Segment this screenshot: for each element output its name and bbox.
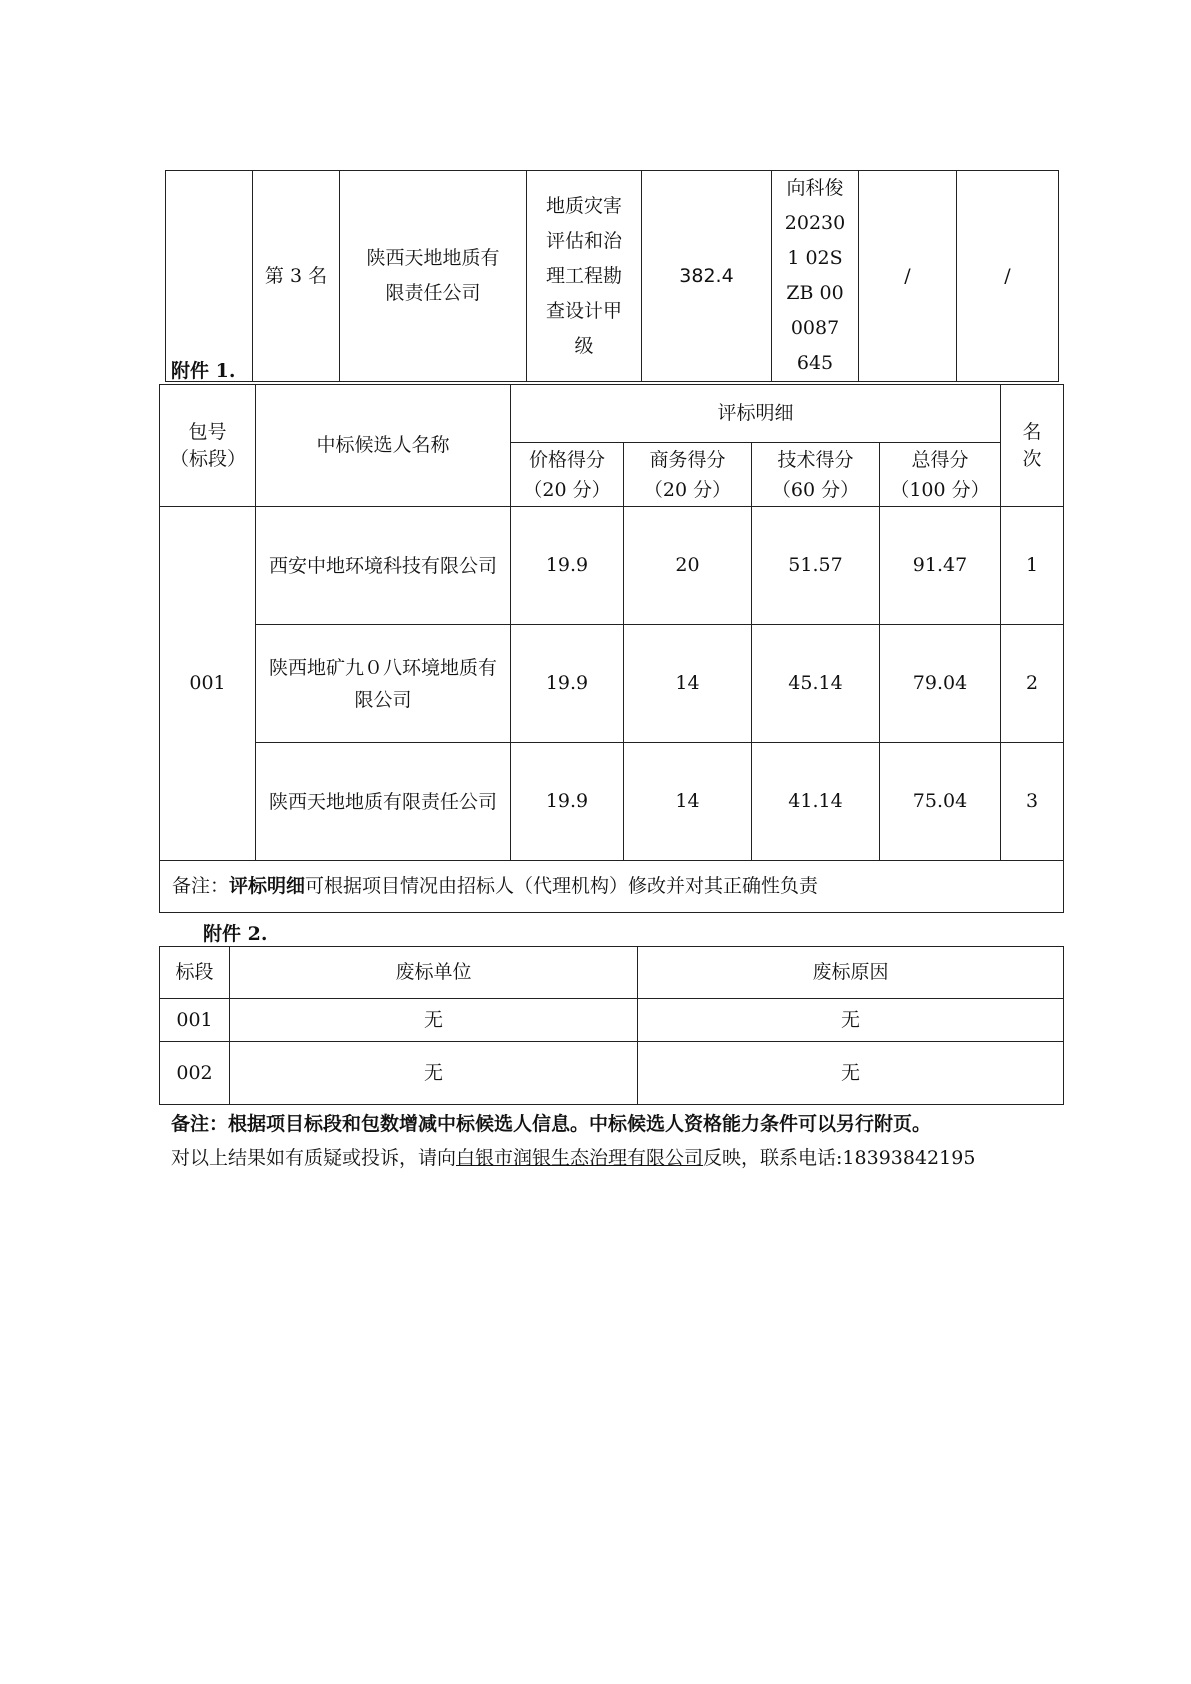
package-header: 包号（标段） [160,385,256,507]
contact-line: 对以上结果如有质疑或投诉，请向白银市润银生态治理有限公司反映，联系电话:18393842195 [171,1147,976,1169]
unit-cell: 无 [230,1042,638,1105]
rank-value: 2 [1001,625,1064,743]
price-score: 19.9 [511,743,624,861]
price-score-header: 价格得分（20 分） [511,443,624,507]
unit-header: 废标单位 [230,947,638,999]
section-cell: 002 [160,1042,230,1105]
table-row [160,1042,1064,1105]
total-score-header: 总得分（100 分） [880,443,1001,507]
price-score: 19.9 [511,507,624,625]
candidate-name: 陕西地矿九０八环境地质有限公司 [256,625,511,743]
total-score: 75.04 [880,743,1001,861]
table-row [160,507,1064,625]
candidate-name: 陕西天地地质有限责任公司 [256,743,511,861]
table-row [160,743,1064,861]
rank-cell: 第 3 名 [253,171,340,382]
reason-cell: 无 [638,1042,1064,1105]
rank-value: 3 [1001,743,1064,861]
detail-header: 评标明细 [511,385,1001,443]
rank-value: 1 [1001,507,1064,625]
contact-company: 白银市润银生态治理有限公司 [456,1147,704,1169]
evaluation-table [159,384,1064,913]
tech-score: 41.14 [752,743,880,861]
reason-header: 废标原因 [638,947,1064,999]
candidate-name: 西安中地环境科技有限公司 [256,507,511,625]
price-score: 19.9 [511,625,624,743]
section-cell: 001 [160,999,230,1042]
package-cell: 001 [160,507,256,861]
business-score: 14 [624,625,752,743]
footer-note: 备注：根据项目标段和包数增减中标候选人信息。中标候选人资格能力条件可以另行附页。 [171,1113,932,1135]
evaluation-note: 备注：评标明细可根据项目情况由招标人（代理机构）修改并对其正确性负责 [160,861,1064,913]
continuation-table [165,170,1059,382]
table-row [160,999,1064,1042]
table-row [160,625,1064,743]
empty-cell [166,171,253,382]
unit-cell: 无 [230,999,638,1042]
attachment-1-label: 附件 1. [171,360,236,382]
slash-cell: / [957,171,1059,382]
rank-header: 名次 [1001,385,1064,507]
section-header: 标段 [160,947,230,999]
business-score-header: 商务得分（20 分） [624,443,752,507]
person-cell: 向科俊 202301 02SZB 000087 645 [772,171,859,382]
total-score: 91.47 [880,507,1001,625]
qualification-cell: 地质灾害评估和治理工程勘查设计甲级 [527,171,642,382]
tech-score: 51.57 [752,507,880,625]
candidate-header: 中标候选人名称 [256,385,511,507]
disqualification-table [159,946,1064,1105]
business-score: 14 [624,743,752,861]
attachment-2-label: 附件 2. [203,923,268,945]
price-cell: 382.4 [642,171,772,382]
tech-score: 45.14 [752,625,880,743]
total-score: 79.04 [880,625,1001,743]
company-cell: 陕西天地地质有限责任公司 [340,171,527,382]
tech-score-header: 技术得分（60 分） [752,443,880,507]
business-score: 20 [624,507,752,625]
reason-cell: 无 [638,999,1064,1042]
slash-cell: / [859,171,957,382]
